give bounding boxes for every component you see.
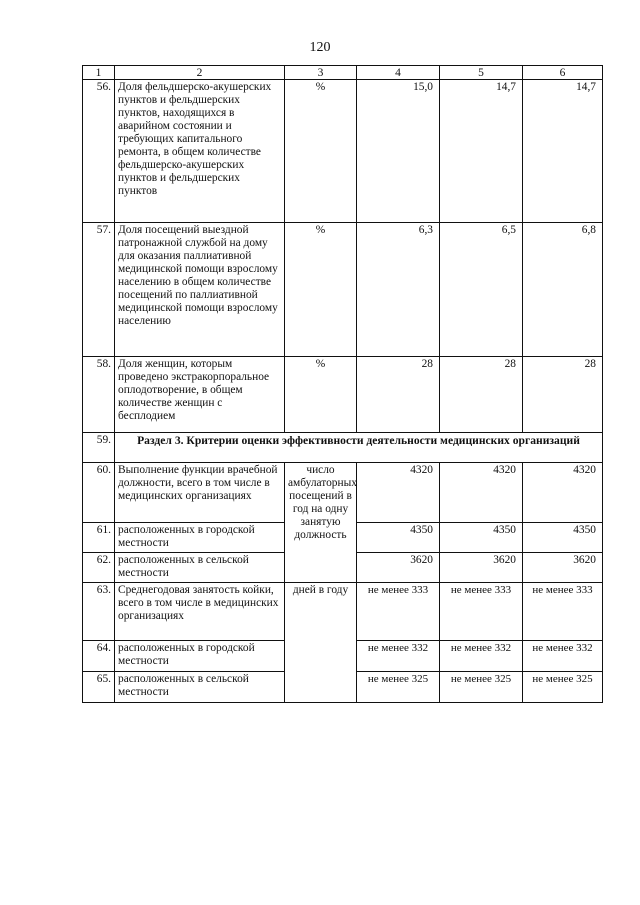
value-col-6: 6,8 xyxy=(523,223,603,357)
indicator-name: расположенных в городской местности xyxy=(115,523,285,553)
header-col-6: 6 xyxy=(523,66,603,80)
value-col-4: 15,0 xyxy=(357,80,440,223)
value-col-4: не менее 332 xyxy=(357,641,440,672)
unit-cell: % xyxy=(285,357,357,433)
header-col-5: 5 xyxy=(440,66,523,80)
unit-cell: число амбулаторных посещений в год на одну занятую должность xyxy=(285,463,357,583)
value-col-6: не менее 325 xyxy=(523,672,603,703)
value-col-5: 3620 xyxy=(440,553,523,583)
header-col-2: 2 xyxy=(115,66,285,80)
value-col-6: 4350 xyxy=(523,523,603,553)
value-col-5: 14,7 xyxy=(440,80,523,223)
section-title: Раздел 3. Критерии оценки эффективности деятельности медицинских организаций xyxy=(115,433,603,463)
value-col-4: не менее 325 xyxy=(357,672,440,703)
value-col-5: не менее 325 xyxy=(440,672,523,703)
value-col-6: 3620 xyxy=(523,553,603,583)
value-col-5: 6,5 xyxy=(440,223,523,357)
value-col-6: 4320 xyxy=(523,463,603,523)
indicator-name: Доля посещений выездной патронажной службой на дому для оказания паллиативной медицинской помощи взрослому населению в общем количестве посещений по паллиативной медицинской помощи взрослому населению xyxy=(115,223,285,357)
header-col-3: 3 xyxy=(285,66,357,80)
section-row xyxy=(83,433,603,463)
value-col-4: 6,3 xyxy=(357,223,440,357)
indicator-name: Выполнение функции врачебной должности, всего в том числе в медицинских организациях xyxy=(115,463,285,523)
indicator-name: расположенных в сельской местности xyxy=(115,672,285,703)
indicator-name: Доля фельдшерско-акушерских пунктов и фельдшерских пунктов, находящихся в аварийном состоянии и требующих капитального ремонта, в общем количестве фельдшерско-акушерских пунктов и фельдшерских пунктов xyxy=(115,80,285,223)
value-col-4: не менее 333 xyxy=(357,583,440,641)
value-col-6: 14,7 xyxy=(523,80,603,223)
value-col-5: не менее 333 xyxy=(440,583,523,641)
row-number: 62. xyxy=(83,553,115,583)
header-col-1: 1 xyxy=(83,66,115,80)
value-col-6: 28 xyxy=(523,357,603,433)
table-row xyxy=(83,357,603,433)
indicator-name: расположенных в городской местности xyxy=(115,641,285,672)
value-col-4: 3620 xyxy=(357,553,440,583)
row-number: 60. xyxy=(83,463,115,523)
value-col-4: 28 xyxy=(357,357,440,433)
row-number: 59. xyxy=(83,433,115,463)
value-col-4: 4320 xyxy=(357,463,440,523)
page-number: 120 xyxy=(309,40,331,55)
unit-cell: % xyxy=(285,80,357,223)
unit-cell: дней в году xyxy=(285,583,357,703)
value-col-6: не менее 332 xyxy=(523,641,603,672)
table-row xyxy=(83,463,603,523)
indicators-table xyxy=(82,65,603,703)
header-col-4: 4 xyxy=(357,66,440,80)
indicator-name: Доля женщин, которым проведено экстракорпоральное оплодотворение, в общем количестве женщин с бесплодием xyxy=(115,357,285,433)
row-number: 65. xyxy=(83,672,115,703)
value-col-6: не менее 333 xyxy=(523,583,603,641)
row-number: 64. xyxy=(83,641,115,672)
value-col-5: 4350 xyxy=(440,523,523,553)
row-number: 61. xyxy=(83,523,115,553)
row-number: 56. xyxy=(83,80,115,223)
indicator-name: Среднегодовая занятость койки, всего в том числе в медицинских организациях xyxy=(115,583,285,641)
indicator-name: расположенных в сельской местности xyxy=(115,553,285,583)
row-number: 57. xyxy=(83,223,115,357)
value-col-5: 28 xyxy=(440,357,523,433)
value-col-5: не менее 332 xyxy=(440,641,523,672)
table-row xyxy=(83,583,603,641)
table-row xyxy=(83,80,603,223)
table-header-row xyxy=(83,66,603,80)
row-number: 63. xyxy=(83,583,115,641)
row-number: 58. xyxy=(83,357,115,433)
unit-cell: % xyxy=(285,223,357,357)
value-col-5: 4320 xyxy=(440,463,523,523)
table-row xyxy=(83,223,603,357)
value-col-4: 4350 xyxy=(357,523,440,553)
